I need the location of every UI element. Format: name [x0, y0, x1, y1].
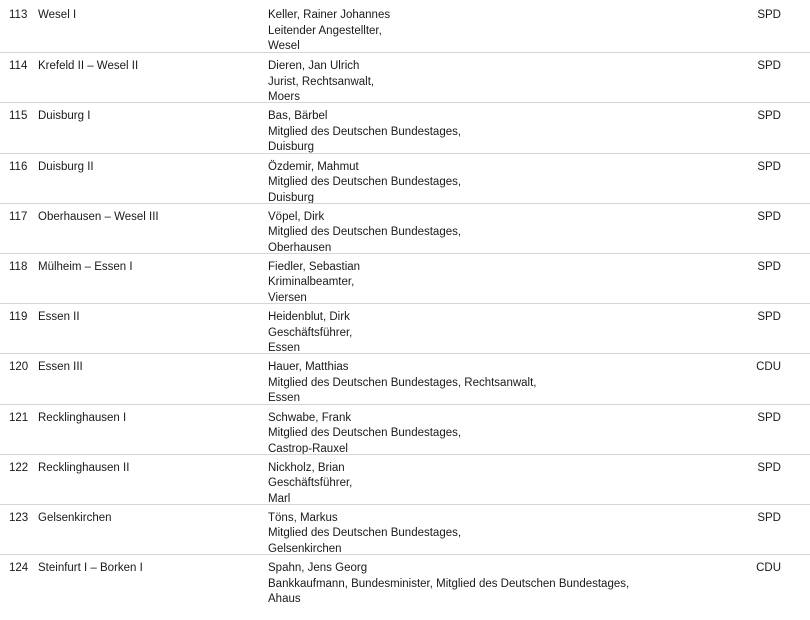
party-label: CDU [756, 361, 781, 374]
district-name: Recklinghausen I [38, 411, 127, 424]
district-name: Mülheim – Essen I [38, 260, 133, 273]
district-number: 124 [9, 562, 29, 575]
candidate-profession: Mitglied des Deutschen Bundestages, Rechtsanwalt, [268, 376, 537, 389]
party-label: SPD [757, 210, 781, 223]
candidate-info [268, 260, 360, 307]
district-name: Essen III [38, 361, 83, 374]
candidate-residence: Moers [268, 91, 300, 104]
district-number: 123 [9, 511, 29, 524]
district-number: 120 [9, 361, 29, 374]
district-number: 113 [9, 9, 28, 21]
candidate-name: Töns, Markus [268, 511, 338, 524]
district-name: Oberhausen – Wesel III [38, 210, 159, 223]
candidate-residence: Oberhausen [268, 241, 332, 254]
party-label: SPD [757, 411, 781, 424]
candidate-info [268, 360, 537, 407]
candidate-profession: Leitender Angestellter, [268, 24, 382, 37]
table-row [0, 353, 810, 403]
party-label: SPD [757, 110, 781, 123]
candidate-name: Bas, Bärbel [268, 110, 328, 123]
district-name: Wesel I [38, 9, 77, 21]
candidate-info [268, 160, 461, 207]
table-row [0, 454, 810, 504]
party-label: SPD [757, 461, 781, 474]
district-number: 118 [9, 260, 28, 273]
district-number: 116 [9, 160, 28, 173]
candidate-residence: Essen [268, 342, 300, 355]
district-number: 115 [9, 110, 28, 123]
candidate-profession: Mitglied des Deutschen Bundestages, [268, 427, 462, 439]
candidate-info [268, 59, 374, 106]
party-label: SPD [757, 9, 781, 21]
table-row [0, 504, 810, 554]
candidate-name: Fiedler, Sebastian [268, 260, 361, 273]
candidate-residence: Marl [268, 492, 291, 505]
candidate-info [268, 310, 352, 357]
candidate-name: Keller, Rainer Johannes [268, 9, 391, 21]
table-row [0, 153, 810, 203]
district-number: 117 [9, 210, 28, 223]
district-name: Gelsenkirchen [38, 511, 112, 524]
table-row [0, 253, 810, 303]
candidate-name: Spahn, Jens Georg [268, 562, 368, 575]
party-label: SPD [757, 160, 781, 173]
party-label: SPD [757, 60, 781, 73]
candidate-residence: Duisburg [268, 141, 315, 154]
candidate-profession: Bankkaufmann, Bundesminister, Mitglied des Deutschen Bundestages, [268, 577, 630, 590]
district-number: 122 [9, 461, 29, 474]
district-name: Duisburg I [38, 110, 91, 123]
candidate-residence: Ahaus [268, 593, 301, 606]
district-number: 119 [9, 311, 28, 324]
candidate-residence: Viersen [268, 291, 307, 304]
district-name: Essen II [38, 311, 80, 324]
district-name: Krefeld II – Wesel II [38, 60, 139, 73]
candidate-residence: Gelsenkirchen [268, 542, 342, 555]
candidate-info [268, 561, 629, 608]
candidate-info [268, 411, 461, 458]
candidate-name: Hauer, Matthias [268, 361, 349, 374]
table-row [0, 203, 810, 253]
table-row [0, 102, 810, 152]
candidate-info [268, 210, 461, 257]
candidate-residence: Wesel [268, 40, 300, 52]
candidate-profession: Geschäftsführer, [268, 477, 353, 490]
candidate-profession: Jurist, Rechtsanwalt, [268, 75, 375, 88]
candidate-name: Heidenblut, Dirk [268, 311, 350, 324]
candidate-profession: Mitglied des Deutschen Bundestages, [268, 527, 462, 540]
candidate-residence: Essen [268, 392, 300, 405]
candidate-name: Nickholz, Brian [268, 461, 345, 474]
district-name: Duisburg II [38, 160, 94, 173]
table-row [0, 554, 810, 604]
table-row [0, 2, 810, 52]
candidate-info [268, 109, 461, 156]
candidate-residence: Duisburg [268, 191, 315, 204]
table-row [0, 404, 810, 454]
party-label: CDU [756, 562, 781, 575]
candidate-residence: Castrop-Rauxel [268, 442, 348, 455]
district-number: 121 [9, 411, 29, 424]
party-label: SPD [757, 260, 781, 273]
district-name: Recklinghausen II [38, 461, 130, 474]
table-row [0, 303, 810, 353]
candidate-name: Dieren, Jan Ulrich [268, 60, 360, 73]
candidate-profession: Mitglied des Deutschen Bundestages, [268, 125, 462, 138]
constituency-candidate-table [0, 2, 810, 604]
candidate-profession: Geschäftsführer, [268, 326, 353, 339]
candidate-name: Schwabe, Frank [268, 411, 352, 424]
candidate-info [268, 461, 352, 508]
district-number: 114 [9, 60, 28, 73]
party-label: SPD [757, 511, 781, 524]
candidate-name: Özdemir, Mahmut [268, 160, 359, 173]
district-name: Steinfurt I – Borken I [38, 562, 143, 575]
candidate-info [268, 511, 461, 558]
table-row [0, 52, 810, 102]
candidate-info [268, 8, 390, 55]
party-label: SPD [757, 311, 781, 324]
candidate-profession: Kriminalbeamter, [268, 276, 355, 289]
candidate-profession: Mitglied des Deutschen Bundestages, [268, 176, 462, 189]
candidate-profession: Mitglied des Deutschen Bundestages, [268, 226, 462, 239]
candidate-name: Vöpel, Dirk [268, 210, 325, 223]
